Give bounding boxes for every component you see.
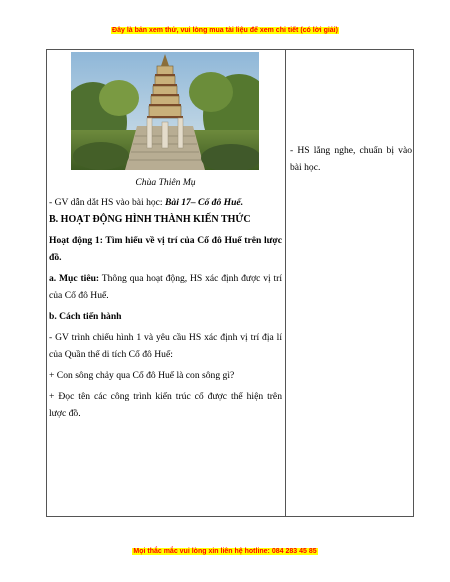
- teacher-column: [49, 52, 282, 422]
- question-2: + Đọc tên các công trình kiến trúc cổ được thể hiện trên lược đồ.: [49, 391, 282, 419]
- hotline-banner: Mọi thắc mắc vui lòng xin liên hệ hotline: 084 283 45 85: [133, 548, 317, 555]
- preview-banner: Đây là bản xem thử, vui lòng mua tài liệu để xem chi tiết (có lời giải): [112, 27, 338, 34]
- student-column: [290, 142, 412, 176]
- thien-mu-pagoda-photo: [71, 52, 259, 170]
- section-b-heading: B. HOẠT ĐỘNG HÌNH THÀNH KIẾN THỨC: [49, 214, 251, 225]
- column-divider: [285, 49, 286, 517]
- goal-label: a. Mục tiêu:: [49, 273, 100, 284]
- student-note: - HS lắng nghe, chuẩn bị vào bài học.: [290, 145, 412, 173]
- step-1: - GV trình chiếu hình 1 và yêu cầu HS xác định vị trí địa lí của Quần thể di tích Cố đô Huế:: [49, 332, 282, 360]
- question-1: + Con sông chảy qua Cố đô Huế là con sông gì?: [49, 370, 235, 381]
- activity-1-heading: Hoạt động 1: Tìm hiểu về vị trí của Cố đô Huế trên lược đồ.: [49, 235, 282, 263]
- lesson-intro: - GV dẫn dắt HS vào bài học: Bài 17– Cố đô Huế.: [49, 197, 244, 208]
- lesson-title: Bài 17– Cố đô Huế.: [165, 197, 244, 208]
- goal-paragraph: a. Mục tiêu: Thông qua hoạt động, HS xác định được vị trí của Cố đô Huế.: [49, 273, 283, 301]
- image-caption: Chùa Thiên Mụ: [135, 177, 196, 188]
- method-heading: b. Cách tiến hành: [49, 311, 122, 322]
